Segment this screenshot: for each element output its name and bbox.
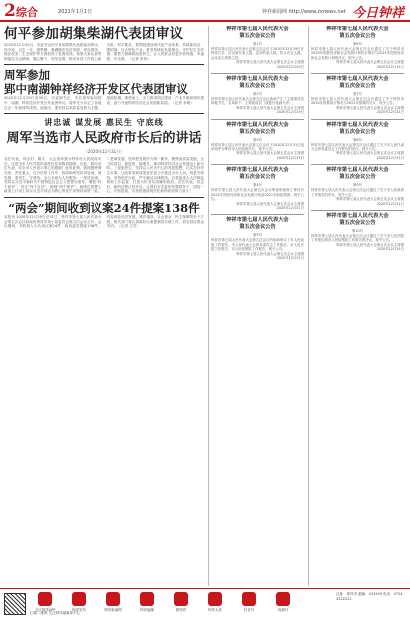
footer-platform-label: 钟祥融媒 xyxy=(140,608,154,612)
announcement-title: 钟祥市第七届人民代表大会 xyxy=(226,167,289,174)
announcement-subtitle: 第五次会议公告 xyxy=(339,83,376,90)
announcement-date: 2020年12月31日 xyxy=(376,110,404,115)
footer-platform-label: 视频号 xyxy=(277,608,289,612)
web-icon xyxy=(106,592,120,606)
footer-platform[interactable] xyxy=(64,592,94,613)
qr-code-icon xyxy=(4,593,26,615)
announcement-title: 钟祥市第七届人民代表大会 xyxy=(326,76,389,83)
announcement-signer: 钟祥市第七届人民代表大会第五次会议主席团 xyxy=(236,251,304,256)
announcement-number: 第3号 xyxy=(253,137,262,142)
speech-tagline: 讲忠诚 谋发展 惠民生 守底线 xyxy=(44,117,164,128)
footer-platform-list xyxy=(30,592,330,613)
article-2-title-line1: 周军参加 xyxy=(4,68,50,83)
announcement-subtitle: 第五次会议公告 xyxy=(239,174,276,181)
announcement-title: 钟祥市第七届人民代表大会 xyxy=(326,167,389,174)
announcement-number: 第4号 xyxy=(253,183,262,188)
announcement-body: 钟祥市第七届人民代表大会第五次会议通过了关于钟祥市2020年国民经济和社会发展计划执行情况与2021年国民经济和社会发展计划的决议，现予公告。 xyxy=(311,47,404,60)
announcement-number: 第1号 xyxy=(253,42,262,46)
announcement-item xyxy=(311,76,404,115)
divider xyxy=(311,164,404,165)
header-info: 钟祥新闻网 http://www.zxnews.net xyxy=(262,9,346,15)
announcement-title: 钟祥市第七届人民代表大会 xyxy=(226,76,289,83)
footer-platform[interactable] xyxy=(234,592,264,613)
footer-platform[interactable] xyxy=(98,592,128,613)
footer-platform-label: 抖音号 xyxy=(243,608,255,612)
footer-platform-label: 钟祥发布 xyxy=(72,608,86,612)
section-name: 综合 xyxy=(16,6,38,19)
announcement-number: 第10号 xyxy=(351,228,364,233)
announcement-subtitle: 第五次会议公告 xyxy=(239,33,276,39)
announcement-signer: 钟祥市第七届人民代表大会第五次会议主席团 xyxy=(336,151,404,156)
announcement-signer: 钟祥市第七届人民代表大会第五次会议主席团 xyxy=(236,60,304,65)
douyin-icon xyxy=(242,592,256,606)
announcement-date: 2020年12月29日 xyxy=(276,110,304,115)
page-number: 2 xyxy=(4,1,16,21)
announcement-subtitle: 第五次会议公告 xyxy=(239,224,276,231)
announcement-subtitle: 第五次会议公告 xyxy=(339,128,376,135)
announcement-body: 钟祥市第七届人民代表大会第五次会议审查和批准了钟祥市2021年国民经济和社会发展计划及2021年财政预算，现予公告。 xyxy=(211,188,304,202)
wechat-icon xyxy=(174,592,188,606)
video-icon xyxy=(276,592,290,606)
divider xyxy=(211,73,304,74)
announcement-subtitle: 第五次会议公告 xyxy=(339,174,376,181)
announcement-subtitle: 第五次会议公告 xyxy=(339,219,376,226)
announcement-signer: 钟祥市第七届人民代表大会第五次会议主席团 xyxy=(336,197,404,202)
announcement-body: 钟祥市第七届人民代表大会第五次会议听取和审议了市人民政府工作报告、市人民代表大会常务委员会工作报告、市人民法院工作报告、市人民检察院工作报告，现予公告。 xyxy=(211,238,304,252)
article-2 xyxy=(4,68,204,110)
announcement-date: 2020年12月31日 xyxy=(276,205,304,210)
announcement-body: 钟祥市第七届人民代表大会第五次会议于2020年12月31日选举周军为钟祥市人民政府市长，现予公告。 xyxy=(211,142,304,152)
announcement-signer: 钟祥市第七届人民代表大会第五次会议主席团 xyxy=(236,151,304,156)
divider xyxy=(4,64,204,65)
announcement-number: 第5号 xyxy=(253,233,262,238)
article-3-date: （2020年12月31日） xyxy=(83,149,125,155)
announcement-number: 第6号 xyxy=(353,42,362,46)
announcement-item xyxy=(311,213,404,252)
announcement-signer: 钟祥市第七届人民代表大会第五次会议主席团 xyxy=(336,105,404,110)
footer-platform-label: 钟祥头条 xyxy=(208,608,222,612)
announcement-date: 2020年12月31日 xyxy=(376,64,404,69)
announcement-date: 2020年12月29日 xyxy=(276,64,304,69)
announcement-subtitle: 第五次会议公告 xyxy=(339,33,376,39)
footer-platform-label: 今日钟祥APP xyxy=(34,608,56,612)
announcement-body: 钟祥市第七届人民代表大会第五次会议通过了关于市人民法院工作报告和市人民检察院工作报告的决议，现予公告。 xyxy=(311,233,404,243)
announcement-number: 第7号 xyxy=(353,92,362,97)
announcement-item xyxy=(211,167,304,210)
footer-contact: 社址：钟祥市 邮编：431900 电话：0724-4222222 xyxy=(336,592,404,601)
divider xyxy=(211,164,304,165)
announcement-body: 钟祥市第七届人民代表大会第五次会议通过了关于市人民政府工作报告的决议，现予公告。 xyxy=(311,188,404,197)
article-4-body: 本报讯 2020年12月29日至31日，钟祥市第七届人民代表大会第五次会议和政协钟祥市第十届委员会第五次会议召开。会议期间，共收到人大代表议案24件、政协委员提案138件，内容涉及经济发展、城乡建设、社会事业、民生保障等多个方面。相关部门将认真做好议案提案的办理工作，切实回应群众关切。（记者 王芳） xyxy=(4,214,204,229)
announcement-number: 第2号 xyxy=(253,92,262,97)
divider xyxy=(4,197,204,198)
announcement-item xyxy=(311,122,404,161)
article-2-body: 2020年12月29日至30日，市委副书记、市长周军参加郢中、南湖、钟祥经济开发区代表团审议。周军充分肯定了各地过去一年取得的成绩。他指出，要坚持以高质量发展为主题，抢抓机遇，乘势而上，全力推进项目建设、产业升级和城市建设，奋力开创钟祥经济社会发展新局面。（记者 李明） xyxy=(4,96,204,110)
article-3-title: 周军当选市人民政府市长后的讲话 xyxy=(6,131,202,147)
issue-date: 2021年1月1日 xyxy=(58,9,93,15)
announcement-body: 钟祥市第七届人民代表大会第五次会议通过了关于钟祥市2020年预算执行情况与2021年预算的决议，现予公告。 xyxy=(311,97,404,106)
footer-platform[interactable] xyxy=(200,592,230,613)
announcement-title: 钟祥市第七届人民代表大会 xyxy=(226,26,289,32)
announcement-signer: 钟祥市第七届人民代表大会第五次会议主席团 xyxy=(336,60,404,65)
announcement-date: 2020年12月31日 xyxy=(276,155,304,160)
footer-platform[interactable] xyxy=(132,592,162,613)
page-footer xyxy=(0,588,410,621)
announcement-title: 钟祥市第七届人民代表大会 xyxy=(226,121,289,128)
article-1-title: 何平参加胡集柴湖代表团审议 xyxy=(4,26,184,42)
divider xyxy=(4,113,204,114)
article-2-title-line2: 郢中南湖钟祥经济开发区代表团审议 xyxy=(4,82,188,97)
left-column xyxy=(4,26,204,586)
footer-platform[interactable] xyxy=(166,592,196,613)
announcement-subtitle: 第五次会议公告 xyxy=(239,83,276,90)
announcement-signer: 钟祥市第七届人民代表大会第五次会议主席团 xyxy=(236,105,304,110)
article-1-body: 2020年12月30日，市委书记何平来到胡集代表团参加审议。何平说，过去一年，胡集镇、柴湖镇在经济发展、项目建设、脱贫攻坚、生态保护等方面取得了显著成绩。希望大家认真贯彻落实全会精神，凝心聚力、攻坚克难，推动各项工作再上新台阶。何平要求，要围绕建设现代化产业体系，持续抓项目、强招商，壮大特色产业；要坚持绿色发展理念，守护好生态环境；要着力保障和改善民生，让人民群众有更多获得感、幸福感、安全感。（记者 张伟） xyxy=(4,43,204,61)
announcement-signer: 钟祥市第七届人民代表大会第五次会议主席团 xyxy=(236,201,304,206)
article-3-body: 各位代表，同志们：刚才，大会选举我为钟祥市人民政府市长，这是全市人民对我的高度信任和殷切期望。在此，我向各位代表、向全市人民表示衷心的感谢！此时此刻，我深感使命光荣、责任重大。在今后的工作中，我将始终坚持讲忠诚、谋发展、惠民生、守底线，全心全意为人民服务。一是讲忠诚。坚持以习近平新时代中国特色社会主义思想为指导，增强“四个意识”、坚定“四个自信”、做到“两个维护”，始终在思想上政治上行动上同以习近平同志为核心的党中央保持高度一致。二是谋发展。坚持把发展作为第一要务，聚焦高质量发展，全力抓项目、促投资、稳增长，推动钟祥经济社会发展迈上新台阶。三是惠民生。坚持以人民为中心的发展思想，扎实办好民生实事，让改革发展成果更多更公平惠及全市人民。四是守底线。坚持依法行政，严守廉洁自律底线，自觉接受人大法律监督和工作监督，打造为民务实清廉的政府。各位代表，同志们，新的征程已经开启，让我们在市委的坚强领导下，团结一心，开拓进取，为加快建设现代化新钟祥而努力奋斗！ xyxy=(4,157,204,194)
article-3 xyxy=(4,117,204,194)
announcement-item xyxy=(211,26,304,69)
media-icon xyxy=(140,592,154,606)
article-4 xyxy=(4,201,204,229)
footer-platform-label: 钟祥新闻网 xyxy=(104,608,122,612)
announcement-date: 2020年12月31日 xyxy=(376,247,404,252)
announcement-title: 钟祥市第七届人民代表大会 xyxy=(326,26,389,32)
announcement-date: 2020年12月31日 xyxy=(376,155,404,160)
announcement-number: 第8号 xyxy=(353,137,362,142)
announcement-title: 钟祥市第七届人民代表大会 xyxy=(326,121,389,128)
announcement-item xyxy=(211,122,304,161)
announcement-date: 2020年12月31日 xyxy=(376,201,404,206)
announcement-item xyxy=(211,76,304,115)
footer-platform-label: 微钟祥 xyxy=(175,608,187,612)
announcement-title: 钟祥市第七届人民代表大会 xyxy=(226,217,289,224)
announcement-date: 2020年12月31日 xyxy=(276,255,304,260)
divider xyxy=(211,119,304,120)
announcement-body: 钟祥市第七届人民代表大会第五次会议于2020年12月29日在钟祥召开，应出席代表人数，实到代表人数，符合法定人数。会议由主席团主持。 xyxy=(211,47,304,60)
announcement-item xyxy=(211,217,304,260)
announcement-subtitle: 第五次会议公告 xyxy=(239,128,276,135)
divider xyxy=(311,119,404,120)
article-4-title: “两会”期间收到议案24件提案138件 xyxy=(8,200,200,215)
newspaper-logo: 今日钟祥 xyxy=(351,6,404,21)
footer-note: 扫描二维码 关注钟祥融媒体中心 xyxy=(30,611,81,615)
page-header xyxy=(0,0,410,22)
announcement-area xyxy=(208,26,406,586)
headline-icon xyxy=(208,592,222,606)
announcement-number: 第9号 xyxy=(353,183,362,188)
announcement-signer: 钟祥市第七届人民代表大会第五次会议主席团 xyxy=(336,242,404,247)
announcement-item xyxy=(311,26,404,69)
announcement-title: 钟祥市第七届人民代表大会 xyxy=(326,212,389,219)
weibo-icon xyxy=(72,592,86,606)
announcement-column-2 xyxy=(308,26,404,586)
article-1 xyxy=(4,26,204,61)
divider xyxy=(311,210,404,211)
footer-platform[interactable] xyxy=(268,592,298,613)
announcement-item xyxy=(311,167,404,206)
announcement-column-1 xyxy=(208,26,304,586)
announcement-body: 钟祥市第七届人民代表大会第五次会议选举产生了主席团成员和秘书长，名单如下：主席团成员（按姓氏笔画为序）。 xyxy=(211,97,304,106)
announcement-body: 钟祥市第七届人民代表大会第五次会议通过了关于市人民代表大会常务委员会工作报告的决议，现予公告。 xyxy=(311,142,404,152)
app-icon xyxy=(38,592,52,606)
footer-platform[interactable] xyxy=(30,592,60,613)
divider xyxy=(211,214,304,215)
divider xyxy=(311,73,404,74)
